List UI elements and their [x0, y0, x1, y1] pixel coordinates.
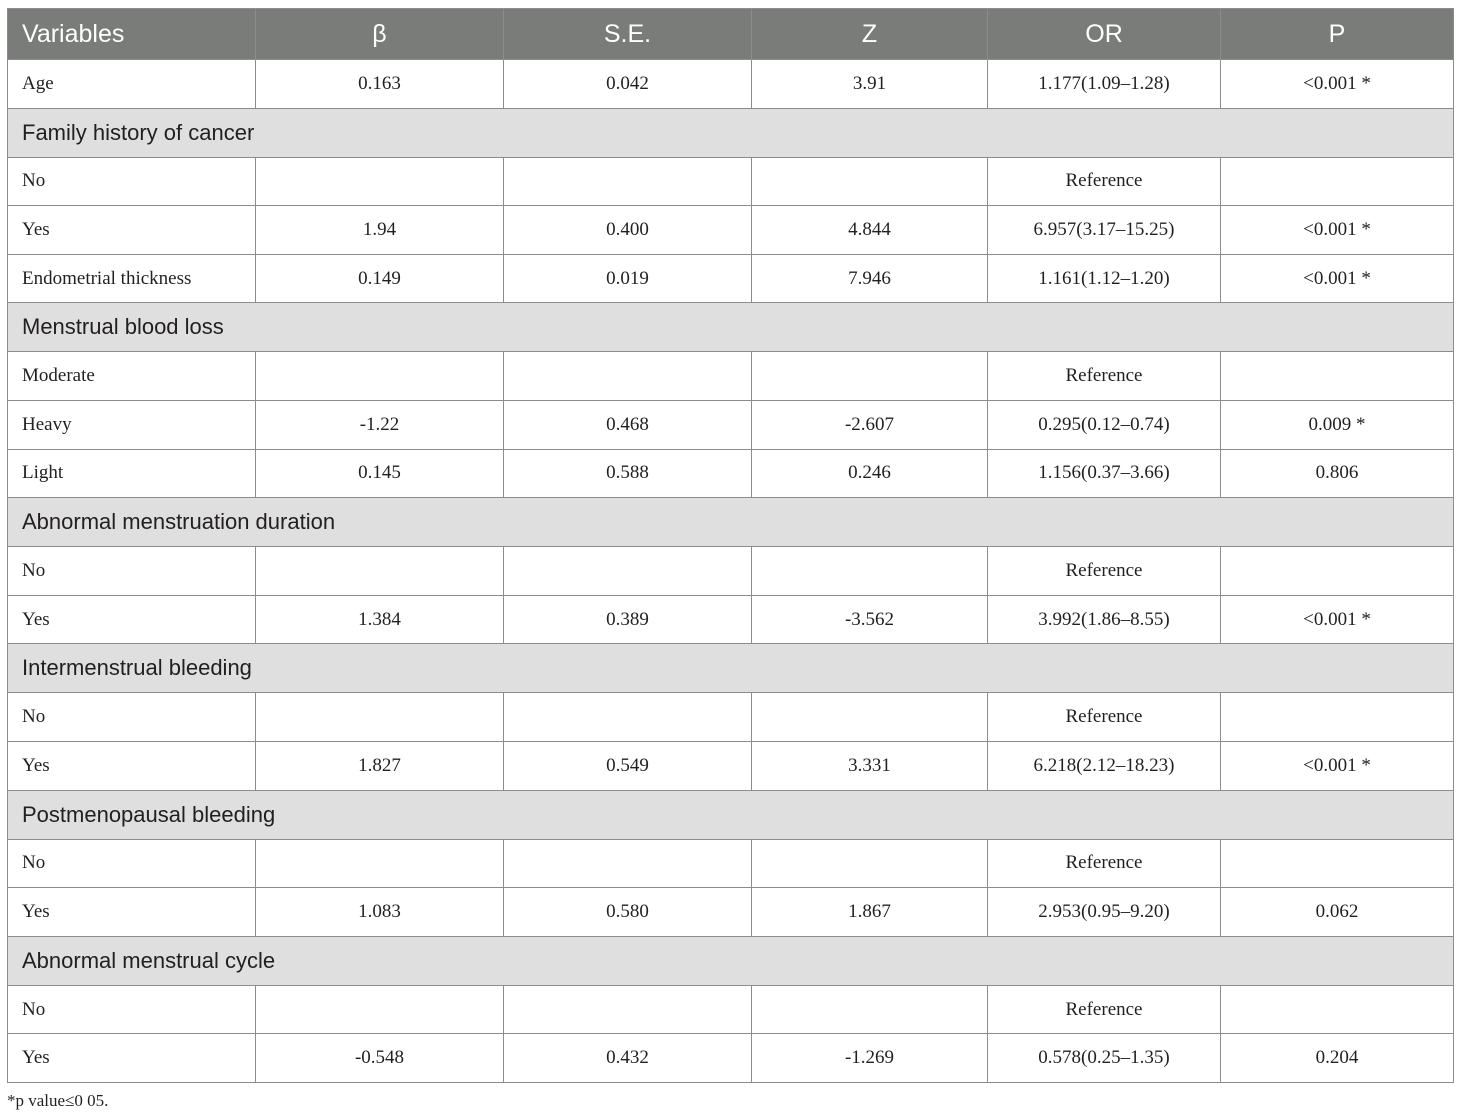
header-beta: β [256, 9, 504, 60]
z-cell [752, 839, 988, 888]
or-cell: 0.578(0.25–1.35) [988, 1034, 1221, 1083]
z-cell: 3.331 [752, 741, 988, 790]
or-cell: Reference [988, 352, 1221, 401]
table-row [8, 888, 1454, 937]
se-cell: 0.549 [504, 741, 752, 790]
z-cell: -2.607 [752, 400, 988, 449]
or-cell: Reference [988, 839, 1221, 888]
p-cell: <0.001 * [1221, 595, 1454, 644]
se-cell: 0.588 [504, 449, 752, 498]
p-cell [1221, 157, 1454, 206]
variable-cell: Yes [8, 595, 256, 644]
se-cell: 0.580 [504, 888, 752, 937]
section-label: Postmenopausal bleeding [8, 790, 1454, 839]
se-cell [504, 985, 752, 1034]
beta-cell [256, 157, 504, 206]
p-cell [1221, 547, 1454, 596]
variable-cell: Yes [8, 1034, 256, 1083]
or-cell: Reference [988, 547, 1221, 596]
z-cell [752, 352, 988, 401]
table-header [8, 9, 1454, 60]
se-cell [504, 693, 752, 742]
or-cell: 6.218(2.12–18.23) [988, 741, 1221, 790]
table-row [8, 206, 1454, 255]
p-cell: <0.001 * [1221, 206, 1454, 255]
beta-cell: 1.083 [256, 888, 504, 937]
p-cell: <0.001 * [1221, 741, 1454, 790]
section-label: Abnormal menstrual cycle [8, 936, 1454, 985]
z-cell: -1.269 [752, 1034, 988, 1083]
variable-cell: Yes [8, 206, 256, 255]
beta-cell [256, 352, 504, 401]
p-cell: <0.001 * [1221, 60, 1454, 109]
variable-cell: Age [8, 60, 256, 109]
section-label: Menstrual blood loss [8, 303, 1454, 352]
z-cell [752, 985, 988, 1034]
se-cell: 0.389 [504, 595, 752, 644]
or-cell: 1.177(1.09–1.28) [988, 60, 1221, 109]
se-cell [504, 157, 752, 206]
beta-cell [256, 985, 504, 1034]
table-row [8, 985, 1454, 1034]
z-cell: -3.562 [752, 595, 988, 644]
z-cell: 7.946 [752, 254, 988, 303]
se-cell: 0.468 [504, 400, 752, 449]
or-cell: 2.953(0.95–9.20) [988, 888, 1221, 937]
variable-cell: Moderate [8, 352, 256, 401]
section-label: Intermenstrual bleeding [8, 644, 1454, 693]
table-row [8, 693, 1454, 742]
or-cell: 3.992(1.86–8.55) [988, 595, 1221, 644]
or-cell: Reference [988, 693, 1221, 742]
table-footnote: *p value≤0 05. [7, 1091, 109, 1110]
or-cell: 1.156(0.37–3.66) [988, 449, 1221, 498]
variable-cell: No [8, 985, 256, 1034]
section-label: Family history of cancer [8, 108, 1454, 157]
or-cell: 1.161(1.12–1.20) [988, 254, 1221, 303]
variable-cell: Yes [8, 741, 256, 790]
or-cell: 0.295(0.12–0.74) [988, 400, 1221, 449]
header-z: Z [752, 9, 988, 60]
z-cell [752, 547, 988, 596]
beta-cell: -0.548 [256, 1034, 504, 1083]
section-row [8, 303, 1454, 352]
section-row [8, 936, 1454, 985]
variable-cell: No [8, 157, 256, 206]
table-row [8, 400, 1454, 449]
beta-cell [256, 839, 504, 888]
se-cell: 0.400 [504, 206, 752, 255]
p-cell [1221, 352, 1454, 401]
beta-cell: 1.384 [256, 595, 504, 644]
table-row [8, 60, 1454, 109]
table-row [8, 254, 1454, 303]
se-cell: 0.432 [504, 1034, 752, 1083]
se-cell: 0.042 [504, 60, 752, 109]
beta-cell: -1.22 [256, 400, 504, 449]
variable-cell: Yes [8, 888, 256, 937]
beta-cell: 1.94 [256, 206, 504, 255]
table-row [8, 547, 1454, 596]
header-row [8, 9, 1454, 60]
table-row [8, 839, 1454, 888]
section-row [8, 498, 1454, 547]
table-row [8, 157, 1454, 206]
z-cell: 3.91 [752, 60, 988, 109]
p-cell: 0.062 [1221, 888, 1454, 937]
table-row [8, 449, 1454, 498]
section-row [8, 108, 1454, 157]
section-row [8, 790, 1454, 839]
p-cell: 0.009 * [1221, 400, 1454, 449]
table-row [8, 1034, 1454, 1083]
p-cell [1221, 839, 1454, 888]
z-cell: 1.867 [752, 888, 988, 937]
beta-cell: 0.163 [256, 60, 504, 109]
beta-cell: 0.145 [256, 449, 504, 498]
variable-cell: Endometrial thickness [8, 254, 256, 303]
z-cell: 0.246 [752, 449, 988, 498]
header-or: OR [988, 9, 1221, 60]
beta-cell [256, 547, 504, 596]
or-cell: 6.957(3.17–15.25) [988, 206, 1221, 255]
regression-table [7, 8, 1454, 1083]
variable-cell: Light [8, 449, 256, 498]
se-cell: 0.019 [504, 254, 752, 303]
variable-cell: No [8, 547, 256, 596]
header-se: S.E. [504, 9, 752, 60]
header-p: P [1221, 9, 1454, 60]
z-cell [752, 693, 988, 742]
table-body [8, 60, 1454, 1083]
or-cell: Reference [988, 985, 1221, 1034]
section-label: Abnormal menstruation duration [8, 498, 1454, 547]
p-cell: 0.204 [1221, 1034, 1454, 1083]
or-cell: Reference [988, 157, 1221, 206]
table-row [8, 741, 1454, 790]
header-variables: Variables [8, 9, 256, 60]
table-row [8, 595, 1454, 644]
beta-cell [256, 693, 504, 742]
p-cell: 0.806 [1221, 449, 1454, 498]
se-cell [504, 352, 752, 401]
p-cell: <0.001 * [1221, 254, 1454, 303]
variable-cell: No [8, 839, 256, 888]
variable-cell: Heavy [8, 400, 256, 449]
beta-cell: 0.149 [256, 254, 504, 303]
se-cell [504, 839, 752, 888]
variable-cell: No [8, 693, 256, 742]
p-cell [1221, 693, 1454, 742]
p-cell [1221, 985, 1454, 1034]
z-cell: 4.844 [752, 206, 988, 255]
beta-cell: 1.827 [256, 741, 504, 790]
se-cell [504, 547, 752, 596]
z-cell [752, 157, 988, 206]
section-row [8, 644, 1454, 693]
table-row [8, 352, 1454, 401]
